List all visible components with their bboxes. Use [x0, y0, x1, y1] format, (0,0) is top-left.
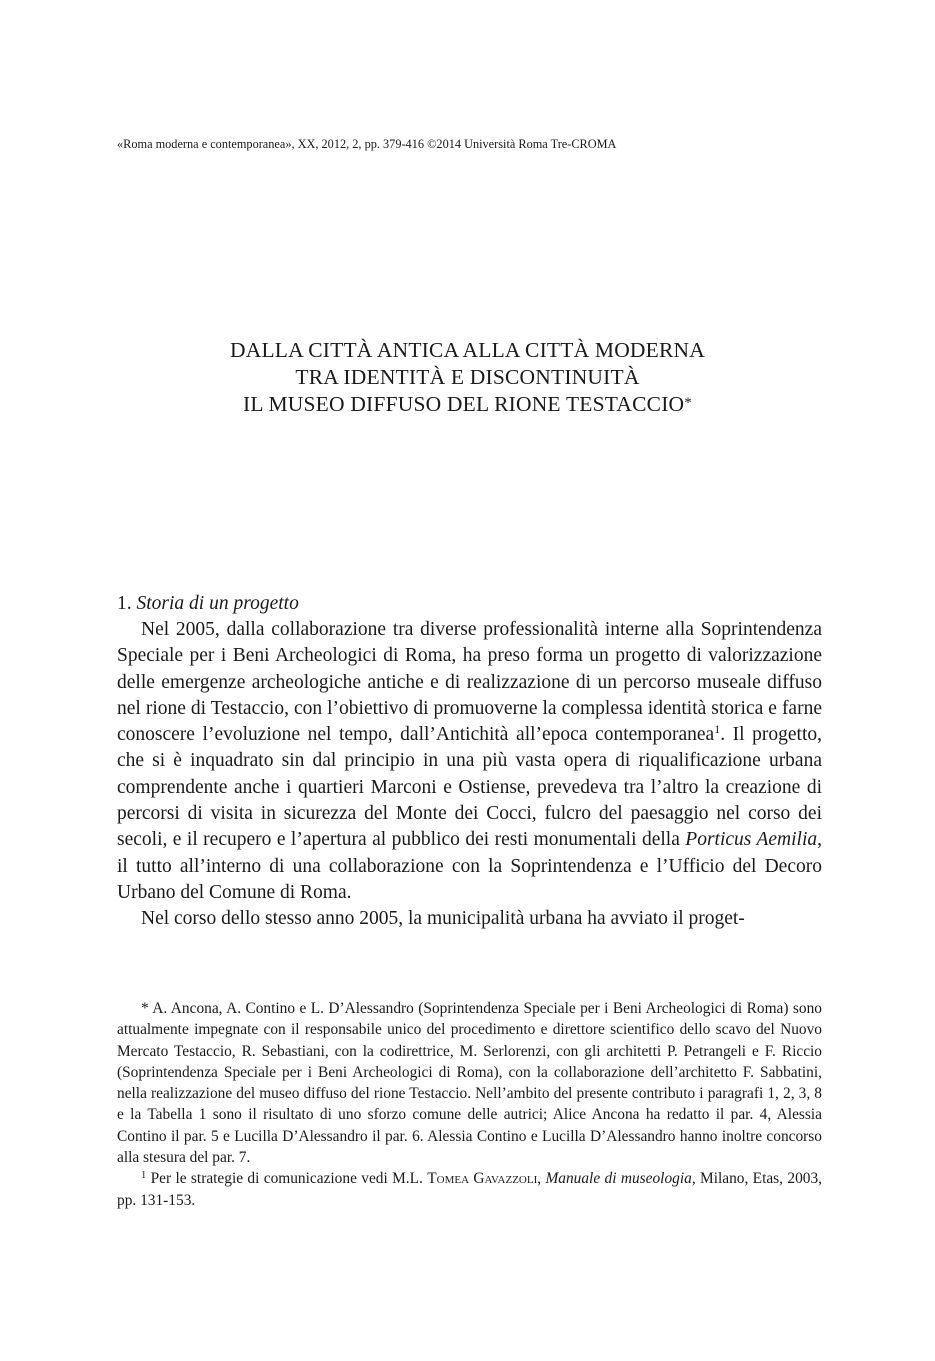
paragraph-1 [117, 617, 822, 906]
footnote-1-mark: 1 [141, 1170, 147, 1182]
body-text [117, 617, 822, 933]
footnote-star-mark: * [141, 1000, 149, 1017]
paragraph-1-part-b: . Il progetto, che si è inquadrato sin dal principio in una più vasta opera di riqualificazione urbana comprendente anche i quartieri Marconi e Ostiense, prevedeva tra l’altro la creazione di percorsi di visita in sicurezza del Monte dei Cocci, fulcro del paesaggio nel corso dei secoli, e il recupero e l’apertura al pubblico dei resti monumentali della [117, 724, 822, 851]
title-footnote-mark: * [684, 395, 692, 411]
title-line-1: DALLA CITTÀ ANTICA ALLA CITTÀ MODERNA [229, 338, 705, 362]
footnote-star-text: A. Ancona, A. Contino e L. D’Alessandro (Soprintendenza Speciale per i Beni Archeologici di Roma) sono attualmente impegnate con il responsabile unico del procedimento e direttore scientifico dello scavo del Nuovo Mercato Testaccio, R. Sebastiani, con la codirettrice, M. Serlorenzi, con gli architetti P. Petrangeli e F. Riccio (Soprintendenza Speciale per i Beni Archeologici di Roma), con la collaborazione dell’architetto F. Sabbatini, nella realizzazione del museo diffuso del rione Testaccio. Nell’ambito del presente contributo i paragrafi 1, 2, 3, 8 e la Tabella 1 sono il risultato di uno sforzo comune delle autrici; Alice Ancona ha redatto il par. 4, Alessia Contino il par. 5 e Lucilla D’Alessandro il par. 6. Alessia Contino e Lucilla D’Alessandro hanno inoltre concorso alla stesura del par. 7. [117, 1000, 823, 1167]
paragraph-2: Nel corso dello stesso anno 2005, la municipalità urbana ha avviato il proget- [141, 908, 745, 930]
title-line-3 [0, 390, 935, 418]
article-title [0, 337, 935, 418]
footnote-1-part-c: , Milano, Etas, 2003, pp. 131-153. [117, 1170, 822, 1209]
title-line-3-text: IL MUSEO DIFFUSO DEL RIONE TESTACCIO [243, 392, 685, 416]
section-title: Storia di un progetto [136, 593, 299, 614]
footnote-1-title: Manuale di museologia [545, 1170, 692, 1188]
footnote-1 [117, 1168, 822, 1211]
paragraph-1-part-a: Nel 2005, dalla collaborazione tra diverse professionalità interne alla Soprintendenza Speciale per i Beni Archeologici di Roma, ha preso forma un progetto di valorizzazione delle emergenze archeologiche antiche e di realizzazione di un percorso museale diffuso nel rione di Testaccio, con l’obiettivo di promuoverne la complessa identità storica e farne conoscere l’evoluzione nel tempo, dall’Antichità all’epoca contemporanea [117, 619, 822, 746]
paragraph-1-italic: Porticus Aemilia [685, 829, 818, 851]
footnote-ref-1: 1 [714, 722, 721, 737]
footnote-1-part-a: Per le strategie di comunicazione vedi M.L. [150, 1170, 428, 1188]
running-head: «Roma moderna e contemporanea», XX, 2012, 2, pp. 379-416 ©2014 Università Roma Tre-CROMA [117, 137, 617, 151]
title-line-2: TRA IDENTITÀ E DISCONTINUITÀ [295, 364, 640, 389]
paragraph-1-part-c: , il tutto all’interno di una collaborazione con la Soprintendenza e l’Ufficio del Decoro Urbano del Comune di Roma. [117, 829, 822, 903]
footnote-star [117, 998, 822, 1168]
section-heading [117, 591, 299, 618]
footnote-1-part-b: , [537, 1170, 546, 1188]
footnote-1-author: Tomea Gavazzoli [427, 1170, 538, 1188]
footnotes [117, 998, 822, 1211]
section-number: 1. [117, 593, 132, 614]
